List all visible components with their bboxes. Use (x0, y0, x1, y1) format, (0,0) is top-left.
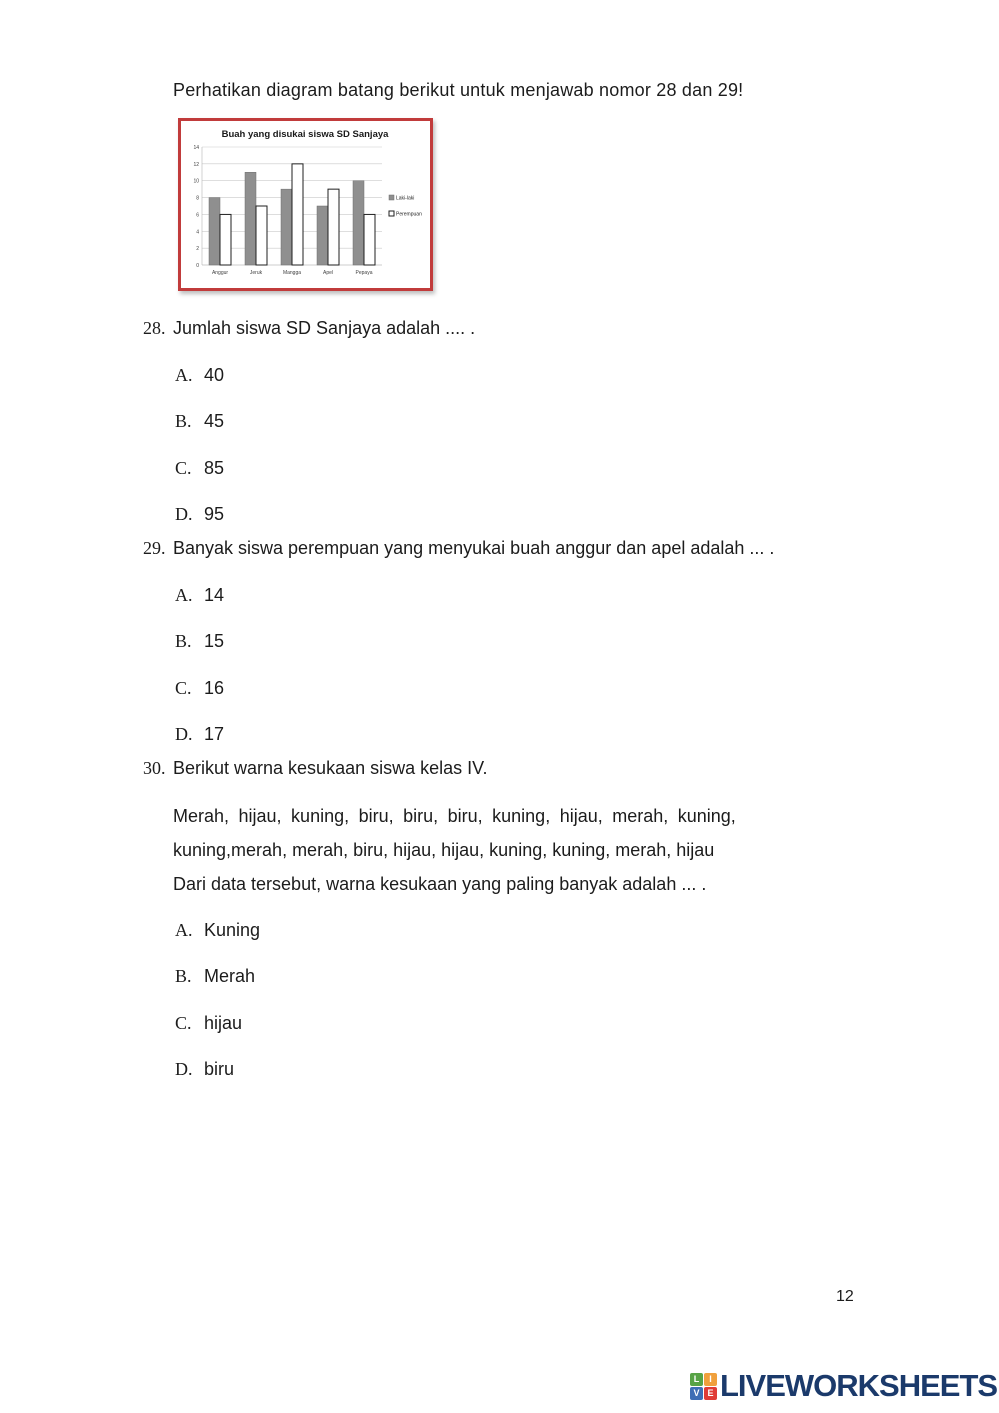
q30-data-line-3: Dari data tersebut, warna kesukaan yang paling banyak adalah ... . (173, 874, 707, 894)
question-29-text: Banyak siswa perempuan yang menyukai buah anggur dan apel adalah ... . (173, 538, 775, 558)
option-text: 15 (204, 631, 225, 651)
svg-text:Pepaya: Pepaya (355, 270, 373, 276)
q28-option-c[interactable] (175, 458, 575, 479)
q30-option-c[interactable] (175, 1013, 575, 1034)
option-text: Merah (204, 966, 256, 986)
option-text: 40 (204, 365, 225, 385)
question-30-number: 30. (143, 758, 166, 778)
page-number: 12 (836, 1288, 854, 1305)
question-30 (143, 758, 923, 779)
option-text: 14 (204, 585, 225, 605)
svg-text:Apel: Apel (322, 270, 334, 276)
bar-chart-figure (178, 118, 433, 291)
svg-text:4: 4 (196, 229, 199, 236)
svg-text:6: 6 (196, 212, 199, 219)
option-text: Kuning (204, 920, 261, 940)
liveworksheets-logo-icon (690, 1373, 717, 1400)
q30-data-line-1: Merah, hijau, kuning, biru, biru, biru, kuning, hijau, merah, kuning, (173, 806, 736, 826)
option-letter: B. (175, 411, 192, 431)
option-text: 45 (204, 411, 225, 431)
q28-option-d[interactable] (175, 504, 575, 525)
question-30-text: Berikut warna kesukaan siswa kelas IV. (173, 758, 488, 778)
logo-block-i: I (704, 1373, 717, 1386)
liveworksheets-logo[interactable] (690, 1368, 997, 1404)
svg-text:Mangga: Mangga (282, 270, 302, 276)
option-text: 17 (204, 724, 225, 744)
svg-text:Buah yang disukai siswa SD San: Buah yang disukai siswa SD Sanjaya (221, 129, 389, 140)
q30-option-b[interactable] (175, 966, 575, 987)
svg-text:Jeruk: Jeruk (249, 270, 263, 276)
svg-text:Laki-laki: Laki-laki (396, 195, 415, 202)
q28-option-b[interactable] (175, 411, 575, 432)
svg-text:14: 14 (193, 145, 199, 151)
option-letter: C. (175, 678, 192, 698)
svg-text:10: 10 (193, 178, 199, 185)
option-text: biru (204, 1059, 235, 1079)
option-letter: C. (175, 458, 192, 478)
option-letter: D. (175, 504, 193, 524)
logo-block-e: E (704, 1387, 717, 1400)
option-text: hijau (204, 1013, 243, 1033)
option-letter: A. (175, 585, 193, 605)
svg-text:0: 0 (196, 263, 199, 269)
svg-text:8: 8 (196, 195, 199, 202)
option-letter: C. (175, 1013, 192, 1033)
question-29-number: 29. (143, 538, 166, 558)
option-letter: B. (175, 631, 192, 651)
q29-option-b[interactable] (175, 631, 575, 652)
question-28-text: Jumlah siswa SD Sanjaya adalah .... . (173, 318, 476, 338)
option-text: 16 (204, 678, 225, 698)
q29-option-a[interactable] (175, 585, 575, 606)
svg-text:Perempuan: Perempuan (396, 211, 422, 218)
logo-block-l: L (690, 1373, 703, 1386)
option-text: 85 (204, 458, 225, 478)
question-28-number: 28. (143, 318, 166, 338)
q28-option-a[interactable] (175, 365, 575, 386)
q30-option-a[interactable] (175, 920, 575, 941)
option-text: 95 (204, 504, 225, 524)
svg-text:Anggur: Anggur (211, 270, 229, 276)
svg-text:2: 2 (196, 246, 199, 253)
option-letter: A. (175, 920, 193, 940)
option-letter: D. (175, 724, 193, 744)
question-29 (143, 538, 923, 559)
bar-chart-svg (181, 121, 430, 288)
q29-option-c[interactable] (175, 678, 575, 699)
q30-option-d[interactable] (175, 1059, 575, 1080)
svg-text:12: 12 (193, 161, 199, 168)
q29-option-d[interactable] (175, 724, 575, 745)
option-letter: A. (175, 365, 193, 385)
question-28 (143, 318, 923, 339)
option-letter: D. (175, 1059, 193, 1079)
option-letter: B. (175, 966, 192, 986)
q30-data-line-2: kuning,merah, merah, biru, hijau, hijau, kuning, kuning, merah, hijau (173, 840, 715, 860)
intro-text: Perhatikan diagram batang berikut untuk menjawab nomor 28 dan 29! (173, 80, 744, 100)
liveworksheets-logo-text: LIVEWORKSHEETS (720, 1368, 998, 1403)
logo-block-v: V (690, 1387, 703, 1400)
